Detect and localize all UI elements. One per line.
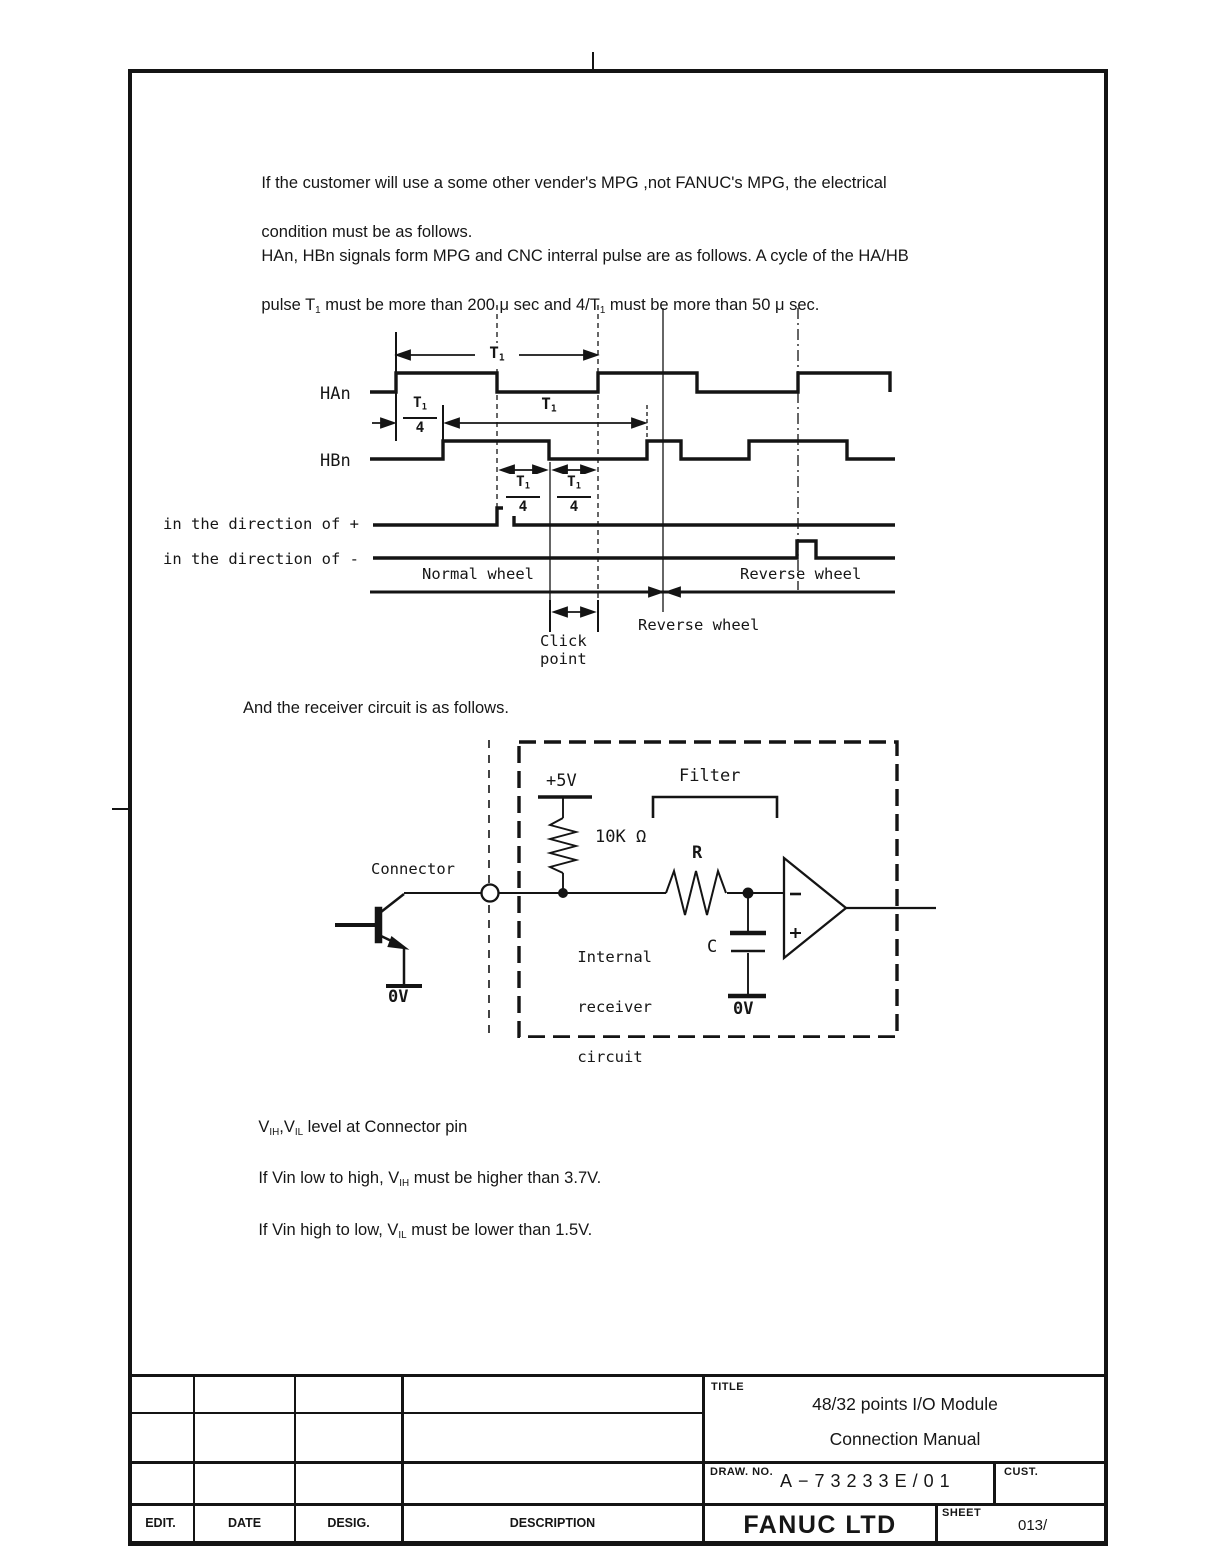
titleblock-line [128, 1503, 1108, 1506]
pullup-resistor [538, 797, 592, 897]
hbn-waveform [370, 441, 895, 459]
timing-diagram-svg [150, 295, 920, 643]
border-bottom [128, 1541, 1108, 1546]
date-header: DATE [227, 1516, 262, 1530]
doc-title-line1: 48/32 points I/O Module [812, 1394, 998, 1414]
normal-wheel-label: Normal wheel [422, 565, 534, 583]
company-logo: FANUC LTD [743, 1511, 897, 1539]
titleblock-line [128, 1461, 1108, 1464]
vih-vil-notes [240, 1092, 601, 1271]
fraction-bar [403, 417, 437, 419]
left-registration-tick [112, 808, 128, 810]
hbn-label: HBn [320, 451, 351, 471]
sheet-label: SHEET [942, 1507, 982, 1519]
t1-over-4-fraction-2: $T_1$ 4 [503, 474, 543, 516]
click-point-label: Click point [540, 632, 587, 668]
t1-dim-label-1: $T_1$ [475, 343, 519, 369]
capacitor-c-label: C [707, 937, 718, 957]
han-label: HAn [320, 384, 351, 404]
sheet-number: 013/ [1018, 1517, 1048, 1534]
titleblock-line [128, 1412, 704, 1414]
reverse-wheel-label-top: Reverse wheel [740, 565, 862, 583]
desig-header: DESIG. [327, 1516, 370, 1530]
ov-label-transistor: 0V [388, 987, 409, 1007]
connector-pin-circle [482, 885, 499, 902]
series-resistor [666, 871, 726, 915]
fraction-bar [557, 496, 591, 498]
t1-over-4-fraction-1: $T_1$ 4 [400, 395, 440, 437]
titleblock-divider [935, 1503, 938, 1541]
connector-label: Connector [371, 860, 455, 878]
filter-label: Filter [679, 766, 741, 786]
para2-line2: pulse $T_1$ must be more than 200 μ sec and $4/T_1$ must be more than 50 μ sec. [261, 295, 820, 316]
plus5v-label: +5V [546, 771, 577, 791]
transistor [335, 894, 422, 986]
border-left [128, 69, 132, 1546]
vih-line1: $V_{IH},V_{IL}$ level at Connector pin [258, 1117, 468, 1138]
resistor-r-label: R [692, 843, 703, 863]
description-header: DESCRIPTION [509, 1516, 596, 1530]
para1-line2: condition must be as follows. [261, 222, 473, 241]
ov-label-capacitor: 0V [733, 999, 754, 1019]
direction-plus-label: in the direction of + [163, 515, 359, 533]
direction-minus-label: in the direction of - [163, 550, 359, 568]
vih-line3: If Vin high to low, $V_{IL}$ must be lower than 1.5V. [258, 1221, 593, 1241]
edit-header: EDIT. [145, 1516, 176, 1530]
filter-capacitor [728, 889, 766, 997]
internal-receiver-label: Internal receiver circuit [577, 948, 652, 1066]
border-top [128, 69, 1108, 73]
direction-minus-waveform [373, 541, 895, 558]
titleblock-line [128, 1374, 1108, 1377]
draw-no-label: DRAW. NO. [710, 1466, 774, 1478]
cust-label: CUST. [1004, 1466, 1039, 1478]
para2-line1: HAn, HBn signals form MPG and CNC interral pulse are as follows. A cycle of the HA/HB [261, 246, 909, 265]
border-right [1104, 69, 1108, 1546]
doc-title-line2: Connection Manual [829, 1429, 981, 1449]
direction-plus-waveform [373, 508, 895, 525]
titleblock-divider [993, 1461, 996, 1503]
filter-bracket [653, 797, 777, 818]
waveforms [370, 373, 895, 592]
drawing-number: A−73233E/01 [780, 1471, 956, 1491]
top-registration-tick [592, 52, 594, 69]
t1-dim-label-2: $T_1$ [541, 394, 557, 415]
title-label: TITLE [711, 1381, 745, 1393]
t1-over-4-fraction-3: $T_1$ 4 [554, 474, 594, 516]
vih-line2: If Vin low to high, $V_{IH}$ must be higher than 3.7V. [258, 1169, 602, 1190]
han-waveform [370, 373, 890, 392]
para1-line1: If the customer will use a some other vender's MPG ,not FANUC's MPG, the electrical [261, 173, 887, 192]
comparator [784, 858, 936, 958]
receiver-intro: And the receiver circuit is as follows. [243, 699, 509, 717]
fraction-bar [506, 496, 540, 498]
resistor-10k-label: 10K Ω [595, 827, 647, 847]
reverse-wheel-label-bottom: Reverse wheel [638, 616, 760, 634]
